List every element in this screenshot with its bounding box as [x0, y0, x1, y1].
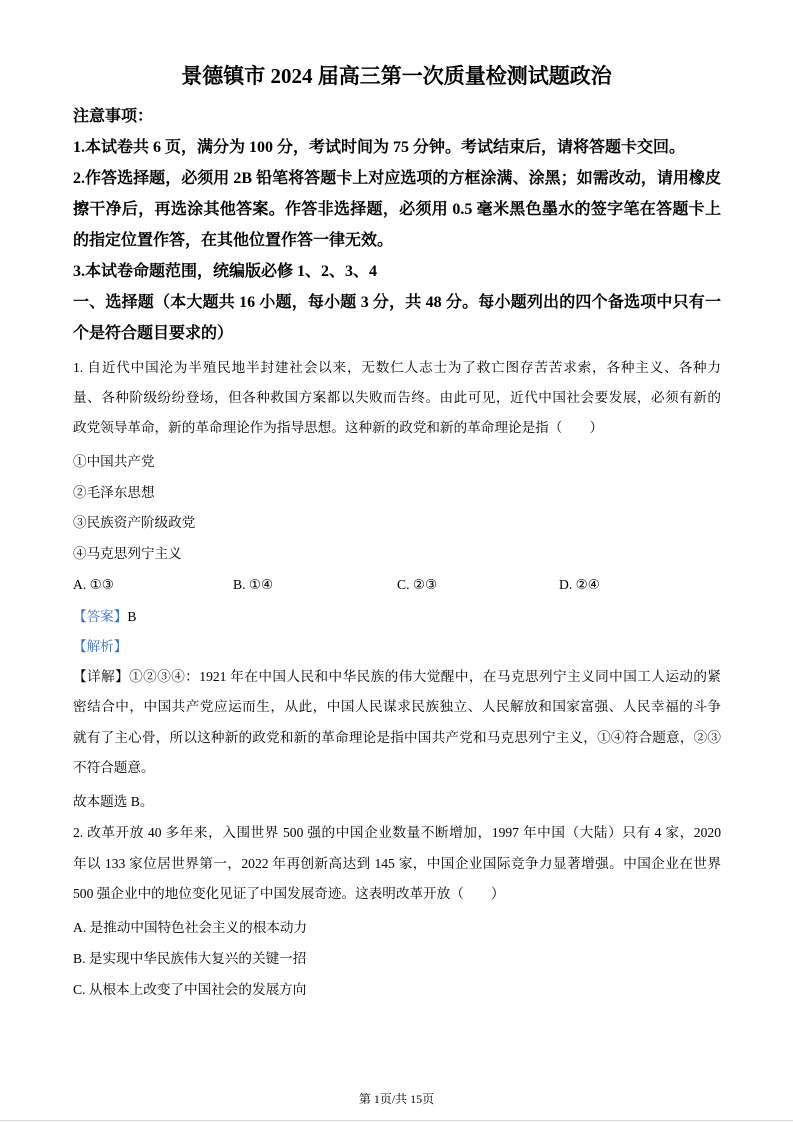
detail-line: 不符合题意。 — [73, 759, 155, 775]
option-a: A. ①③ — [73, 577, 114, 592]
option-a: A. 是推动中国特色社会主义的根本动力 — [73, 919, 308, 935]
exam-title: 景德镇市 2024 届高三第一次质量检测试题政治 — [181, 64, 612, 88]
statement-2: ②毛泽东思想 — [73, 484, 155, 500]
statement-1: ①中国共产党 — [73, 454, 155, 469]
question-2-stem-line: 年以 133 家位居世界第一，2022 年再创新高达到 145 家，中国企业国际竞争力显著增强。中国企业在世界 — [73, 855, 721, 871]
question-1-detail — [73, 662, 721, 783]
question-1-conclusion — [73, 787, 721, 817]
notice-heading: 注意事项： — [73, 108, 154, 125]
option-c: C. 从根本上改变了中国社会的发展方向 — [73, 981, 307, 997]
conclusion-line: 故本题选 B。 — [73, 794, 154, 809]
question-1-options — [73, 570, 721, 600]
question-2-stem-line: 2. 改革开放 40 多年来，入围世界 500 强的中国企业数量不断增加，1997 年中国（大陆）只有 4 家，2020 — [73, 825, 721, 840]
notice-item-1: 1.本试卷共 6 页，满分为 100 分，考试时间为 75 分钟。考试结束后，请将答题卡交回。 — [73, 139, 686, 156]
option-c: C. ②③ — [397, 577, 438, 592]
detail-line: 就有了主心骨，所以这种新的政党和新的革命理论是指中国共产党和马克思列宁主义，①④符合题意，②③ — [73, 729, 721, 745]
question-2-options — [73, 912, 721, 1005]
detail-line: 密结合中，中国共产党应运而生，从此，中国人民谋求民族独立、人民解放和国家富强、人民幸福的斗争 — [73, 699, 721, 715]
question-1-stem-line: 1. 自近代中国沦为半殖民地半封建社会以来，无数仁人志士为了救亡图存苦苦求索，各种主义、各种力 — [73, 360, 721, 375]
section-heading-line-1: 一、选择题（本大题共 16 小题，每小题 3 分，共 48 分。每小题列出的四个备选项中只有一 — [73, 294, 721, 311]
section-heading-line-2: 个是符合题目要求的） — [73, 325, 234, 342]
question-1-stem-line: 量、各种阶级纷纷登场，但各种救国方案都以失败而告终。由此可见，近代中国社会要发展，必须有新的 — [73, 390, 721, 405]
answer-line — [73, 602, 721, 632]
answer-label: 【答案】 — [73, 609, 128, 624]
analysis-label: 【解析】 — [73, 639, 128, 654]
notice-block — [73, 101, 721, 349]
question-1-statements — [73, 447, 721, 569]
notice-item-2-line-1: 2.作答选择题，必须用 2B 铅笔将答题卡上对应选项的方框涂满、涂黑；如需改动，请用橡皮 — [73, 170, 721, 187]
question-1-stem-line: 政党领导革命，新的革命理论作为指导思想。这种新的政党和新的革命理论是指（ ） — [73, 420, 604, 435]
option-b: B. 是实现中华民族伟大复兴的关键一招 — [73, 950, 307, 966]
page-number: 第 1页/共 15页 — [358, 1092, 435, 1106]
question-1-stem — [73, 353, 721, 443]
question-2-stem-line: 500 强企业中的地位变化见证了中国发展奇迹。这表明改革开放（ ） — [73, 886, 505, 901]
detail-line: 【详解】①②③④：1921 年在中国人民和中华民族的伟大觉醒中，在马克思列宁主义同中国工人运动的紧 — [73, 669, 721, 684]
page-bottom-edge — [0, 1120, 793, 1121]
statement-3: ③民族资产阶级政党 — [73, 515, 196, 530]
notice-item-2-line-2: 擦干净后，再选涂其他答案。作答非选择题，必须用 0.5 毫米黑色墨水的签字笔在答题卡上 — [73, 201, 721, 218]
notice-item-2-line-3: 的指定位置作答，在其他位置作答一律无效。 — [73, 232, 394, 249]
question-1-answer-block — [73, 602, 721, 662]
answer-value: B — [127, 609, 137, 624]
option-d: D. ②④ — [559, 577, 600, 592]
question-2-stem — [73, 818, 721, 910]
statement-4: ④马克思列宁主义 — [73, 545, 182, 561]
notice-item-3: 3.本试卷命题范围，统编版必修 1、2、3、4 — [73, 263, 378, 280]
option-b: B. ①④ — [233, 577, 274, 592]
